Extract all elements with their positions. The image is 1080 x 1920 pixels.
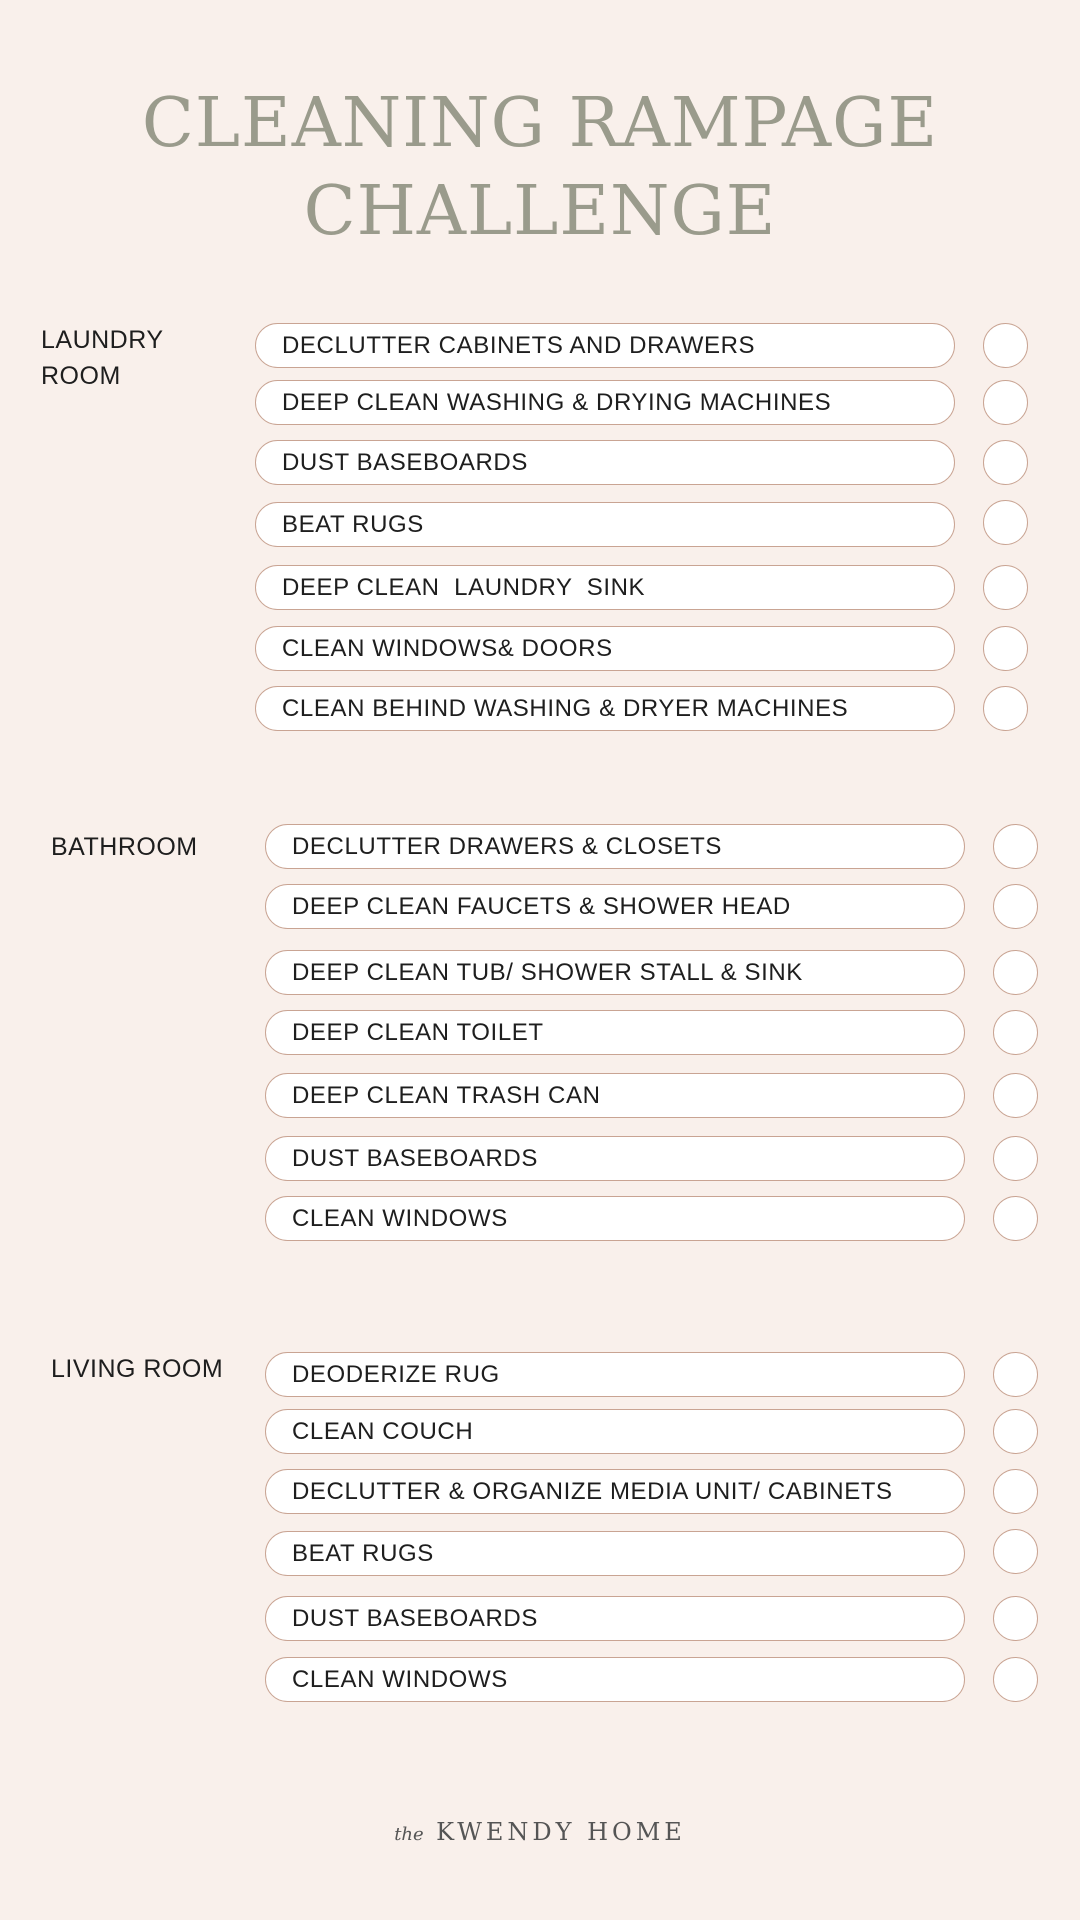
task-item: BEAT RUGS — [255, 502, 955, 547]
section-label-laundry-room — [41, 322, 164, 394]
section-label-line: ROOM — [41, 362, 121, 390]
task-item: CLEAN WINDOWS& DOORS — [255, 626, 955, 671]
task-item: DUST BASEBOARDS — [255, 440, 955, 485]
brand-prefix: the — [394, 1824, 424, 1845]
task-item: DUST BASEBOARDS — [265, 1596, 965, 1641]
task-checkbox[interactable] — [993, 1469, 1038, 1514]
section-label-line: BATHROOM — [51, 833, 198, 861]
task-item: DECLUTTER CABINETS AND DRAWERS — [255, 323, 955, 368]
task-checkbox[interactable] — [983, 440, 1028, 485]
task-item: DEEP CLEAN TOILET — [265, 1010, 965, 1055]
section-label-living-room — [51, 1351, 223, 1387]
page-title — [0, 80, 1080, 256]
section-label-line: LAUNDRY — [41, 326, 164, 354]
task-checkbox[interactable] — [983, 323, 1028, 368]
task-checkbox[interactable] — [993, 1010, 1038, 1055]
task-item: CLEAN COUCH — [265, 1409, 965, 1454]
task-checkbox[interactable] — [993, 1529, 1038, 1574]
task-item: BEAT RUGS — [265, 1531, 965, 1576]
task-checkbox[interactable] — [983, 686, 1028, 731]
section-label-line: LIVING ROOM — [51, 1355, 224, 1383]
task-checkbox[interactable] — [983, 565, 1028, 610]
task-checkbox[interactable] — [993, 1352, 1038, 1397]
task-item: DEEP CLEAN WASHING & DRYING MACHINES — [255, 380, 955, 425]
task-checkbox[interactable] — [993, 1657, 1038, 1702]
task-item: CLEAN WINDOWS — [265, 1657, 965, 1702]
task-checkbox[interactable] — [983, 500, 1028, 545]
task-item: DEEP CLEAN LAUNDRY SINK — [255, 565, 955, 610]
task-checkbox[interactable] — [993, 950, 1038, 995]
title-line-1: CLEANING RAMPAGE — [141, 84, 939, 163]
task-item: DECLUTTER DRAWERS & CLOSETS — [265, 824, 965, 869]
task-checkbox[interactable] — [993, 884, 1038, 929]
task-checkbox[interactable] — [993, 1409, 1038, 1454]
task-item: CLEAN WINDOWS — [265, 1196, 965, 1241]
task-item: DECLUTTER & ORGANIZE MEDIA UNIT/ CABINETS — [265, 1469, 965, 1514]
task-checkbox[interactable] — [993, 1196, 1038, 1241]
brand-name: KWENDY HOME — [436, 1818, 686, 1846]
task-checkbox[interactable] — [983, 626, 1028, 671]
section-label-bathroom — [51, 829, 198, 865]
task-checkbox[interactable] — [993, 1073, 1038, 1118]
brand-footer — [0, 1818, 1080, 1846]
task-item: DEODERIZE RUG — [265, 1352, 965, 1397]
task-item: DEEP CLEAN FAUCETS & SHOWER HEAD — [265, 884, 965, 929]
task-checkbox[interactable] — [983, 380, 1028, 425]
title-line-2: CHALLENGE — [303, 172, 777, 251]
task-item: CLEAN BEHIND WASHING & DRYER MACHINES — [255, 686, 955, 731]
task-item: DUST BASEBOARDS — [265, 1136, 965, 1181]
task-checkbox[interactable] — [993, 824, 1038, 869]
task-item: DEEP CLEAN TRASH CAN — [265, 1073, 965, 1118]
task-item: DEEP CLEAN TUB/ SHOWER STALL & SINK — [265, 950, 965, 995]
task-checkbox[interactable] — [993, 1596, 1038, 1641]
task-checkbox[interactable] — [993, 1136, 1038, 1181]
